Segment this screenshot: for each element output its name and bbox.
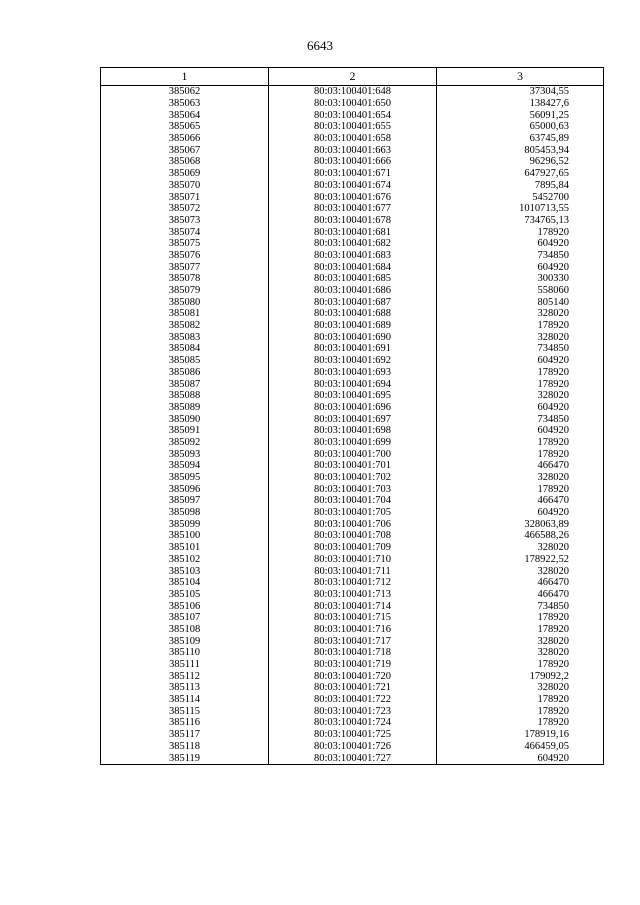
row-number-cell: 385092: [101, 437, 269, 449]
row-number-cell: 385103: [101, 565, 269, 577]
cadastral-number-cell: 80:03:100401:677: [269, 203, 437, 215]
value-cell: 734850: [437, 600, 604, 612]
value-cell: 178920: [437, 705, 604, 717]
row-number-cell: 385083: [101, 331, 269, 343]
row-number-cell: 385102: [101, 554, 269, 566]
row-number-cell: 385108: [101, 624, 269, 636]
value-cell: 1010713,55: [437, 203, 604, 215]
row-number-cell: 385068: [101, 156, 269, 168]
row-number-cell: 385063: [101, 98, 269, 110]
value-cell: 805453,94: [437, 144, 604, 156]
value-cell: 466470: [437, 495, 604, 507]
cadastral-number-cell: 80:03:100401:666: [269, 156, 437, 168]
row-number-cell: 385070: [101, 180, 269, 192]
row-number-cell: 385080: [101, 296, 269, 308]
cadastral-number-cell: 80:03:100401:704: [269, 495, 437, 507]
row-number-cell: 385114: [101, 694, 269, 706]
table-row: [101, 191, 604, 203]
table-row: [101, 694, 604, 706]
value-cell: 328020: [437, 647, 604, 659]
value-cell: 466470: [437, 460, 604, 472]
row-number-cell: 385104: [101, 577, 269, 589]
table-row: [101, 402, 604, 414]
row-number-cell: 385088: [101, 390, 269, 402]
table-row: [101, 705, 604, 717]
table-row: [101, 752, 604, 764]
cadastral-number-cell: 80:03:100401:658: [269, 133, 437, 145]
cadastral-number-cell: 80:03:100401:678: [269, 215, 437, 227]
row-number-cell: 385115: [101, 705, 269, 717]
cadastral-number-cell: 80:03:100401:686: [269, 285, 437, 297]
table-row: [101, 331, 604, 343]
table-row: [101, 437, 604, 449]
cadastral-number-cell: 80:03:100401:713: [269, 589, 437, 601]
cadastral-number-cell: 80:03:100401:705: [269, 507, 437, 519]
value-cell: 466470: [437, 577, 604, 589]
table-row: [101, 577, 604, 589]
table-row: [101, 600, 604, 612]
value-cell: 179092,2: [437, 670, 604, 682]
cadastral-number-cell: 80:03:100401:693: [269, 367, 437, 379]
table-row: [101, 320, 604, 332]
row-number-cell: 385074: [101, 226, 269, 238]
table-row: [101, 530, 604, 542]
row-number-cell: 385112: [101, 670, 269, 682]
cadastral-number-cell: 80:03:100401:654: [269, 109, 437, 121]
cadastral-number-cell: 80:03:100401:695: [269, 390, 437, 402]
cadastral-number-cell: 80:03:100401:721: [269, 682, 437, 694]
row-number-cell: 385082: [101, 320, 269, 332]
table-row: [101, 296, 604, 308]
row-number-cell: 385075: [101, 238, 269, 250]
cadastral-number-cell: 80:03:100401:699: [269, 437, 437, 449]
row-number-cell: 385109: [101, 635, 269, 647]
column-header-3: 3: [437, 68, 604, 86]
table-row: [101, 542, 604, 554]
cadastral-number-cell: 80:03:100401:708: [269, 530, 437, 542]
table-row: [101, 133, 604, 145]
value-cell: 328020: [437, 542, 604, 554]
cadastral-number-cell: 80:03:100401:719: [269, 659, 437, 671]
row-number-cell: 385098: [101, 507, 269, 519]
row-number-cell: 385100: [101, 530, 269, 542]
cadastral-number-cell: 80:03:100401:663: [269, 144, 437, 156]
table-row: [101, 425, 604, 437]
cadastral-number-cell: 80:03:100401:648: [269, 86, 437, 98]
cadastral-number-cell: 80:03:100401:716: [269, 624, 437, 636]
cadastral-number-cell: 80:03:100401:655: [269, 121, 437, 133]
cadastral-number-cell: 80:03:100401:697: [269, 413, 437, 425]
row-number-cell: 385110: [101, 647, 269, 659]
cadastral-number-cell: 80:03:100401:676: [269, 191, 437, 203]
value-cell: 178920: [437, 483, 604, 495]
row-number-cell: 385067: [101, 144, 269, 156]
cadastral-number-cell: 80:03:100401:687: [269, 296, 437, 308]
value-cell: 5452700: [437, 191, 604, 203]
cadastral-number-cell: 80:03:100401:688: [269, 308, 437, 320]
value-cell: 178920: [437, 226, 604, 238]
value-cell: 734850: [437, 413, 604, 425]
cadastral-number-cell: 80:03:100401:690: [269, 331, 437, 343]
cadastral-number-cell: 80:03:100401:711: [269, 565, 437, 577]
column-header-1: 1: [101, 68, 269, 86]
row-number-cell: 385065: [101, 121, 269, 133]
table-row: [101, 109, 604, 121]
value-cell: 466588,26: [437, 530, 604, 542]
row-number-cell: 385097: [101, 495, 269, 507]
table-row: [101, 121, 604, 133]
cadastral-number-cell: 80:03:100401:691: [269, 343, 437, 355]
cadastral-number-cell: 80:03:100401:712: [269, 577, 437, 589]
value-cell: 328020: [437, 565, 604, 577]
table-row: [101, 180, 604, 192]
row-number-cell: 385086: [101, 367, 269, 379]
row-number-cell: 385095: [101, 472, 269, 484]
row-number-cell: 385119: [101, 752, 269, 764]
cadastral-number-cell: 80:03:100401:724: [269, 717, 437, 729]
table-row: [101, 554, 604, 566]
value-cell: 604920: [437, 402, 604, 414]
table-row: [101, 215, 604, 227]
cadastral-number-cell: 80:03:100401:692: [269, 355, 437, 367]
cadastral-number-cell: 80:03:100401:694: [269, 378, 437, 390]
value-cell: 96296,52: [437, 156, 604, 168]
row-number-cell: 385101: [101, 542, 269, 554]
row-number-cell: 385089: [101, 402, 269, 414]
row-number-cell: 385094: [101, 460, 269, 472]
table-row: [101, 507, 604, 519]
cadastral-number-cell: 80:03:100401:726: [269, 741, 437, 753]
cadastral-number-cell: 80:03:100401:681: [269, 226, 437, 238]
row-number-cell: 385113: [101, 682, 269, 694]
value-cell: 178920: [437, 612, 604, 624]
row-number-cell: 385111: [101, 659, 269, 671]
table-row: [101, 203, 604, 215]
cadastral-number-cell: 80:03:100401:698: [269, 425, 437, 437]
value-cell: 178919,16: [437, 729, 604, 741]
row-number-cell: 385079: [101, 285, 269, 297]
table-row: [101, 483, 604, 495]
row-number-cell: 385077: [101, 261, 269, 273]
cadastral-number-cell: 80:03:100401:682: [269, 238, 437, 250]
value-cell: 178920: [437, 717, 604, 729]
value-cell: 328020: [437, 682, 604, 694]
cadastral-number-cell: 80:03:100401:684: [269, 261, 437, 273]
row-number-cell: 385071: [101, 191, 269, 203]
table-row: [101, 448, 604, 460]
row-number-cell: 385078: [101, 273, 269, 285]
value-cell: 734765,13: [437, 215, 604, 227]
value-cell: 604920: [437, 355, 604, 367]
row-number-cell: 385069: [101, 168, 269, 180]
row-number-cell: 385072: [101, 203, 269, 215]
row-number-cell: 385066: [101, 133, 269, 145]
registry-table: [100, 67, 604, 765]
row-number-cell: 385087: [101, 378, 269, 390]
value-cell: 178922,52: [437, 554, 604, 566]
row-number-cell: 385116: [101, 717, 269, 729]
row-number-cell: 385099: [101, 518, 269, 530]
table-row: [101, 226, 604, 238]
row-number-cell: 385091: [101, 425, 269, 437]
value-cell: 604920: [437, 261, 604, 273]
table-row: [101, 717, 604, 729]
row-number-cell: 385117: [101, 729, 269, 741]
table-row: [101, 565, 604, 577]
table-row: [101, 647, 604, 659]
cadastral-number-cell: 80:03:100401:723: [269, 705, 437, 717]
cadastral-number-cell: 80:03:100401:710: [269, 554, 437, 566]
value-cell: 734850: [437, 250, 604, 262]
cadastral-number-cell: 80:03:100401:715: [269, 612, 437, 624]
value-cell: 734850: [437, 343, 604, 355]
table-header: [101, 68, 604, 86]
row-number-cell: 385064: [101, 109, 269, 121]
table-row: [101, 86, 604, 98]
table-row: [101, 367, 604, 379]
row-number-cell: 385084: [101, 343, 269, 355]
row-number-cell: 385107: [101, 612, 269, 624]
cadastral-number-cell: 80:03:100401:650: [269, 98, 437, 110]
row-number-cell: 385096: [101, 483, 269, 495]
table-row: [101, 378, 604, 390]
table-row: [101, 355, 604, 367]
row-number-cell: 385090: [101, 413, 269, 425]
table-row: [101, 472, 604, 484]
cadastral-number-cell: 80:03:100401:702: [269, 472, 437, 484]
cadastral-number-cell: 80:03:100401:696: [269, 402, 437, 414]
table-row: [101, 238, 604, 250]
value-cell: 7895,84: [437, 180, 604, 192]
table-row: [101, 413, 604, 425]
table-row: [101, 612, 604, 624]
table-row: [101, 460, 604, 472]
value-cell: 647927,65: [437, 168, 604, 180]
row-number-cell: 385062: [101, 86, 269, 98]
table-row: [101, 285, 604, 297]
value-cell: 328020: [437, 308, 604, 320]
cadastral-number-cell: 80:03:100401:685: [269, 273, 437, 285]
row-number-cell: 385076: [101, 250, 269, 262]
value-cell: 604920: [437, 752, 604, 764]
cadastral-number-cell: 80:03:100401:727: [269, 752, 437, 764]
cadastral-number-cell: 80:03:100401:718: [269, 647, 437, 659]
value-cell: 178920: [437, 437, 604, 449]
table-row: [101, 308, 604, 320]
table-row: [101, 156, 604, 168]
column-header-2: 2: [269, 68, 437, 86]
value-cell: 300330: [437, 273, 604, 285]
table-row: [101, 659, 604, 671]
table-row: [101, 741, 604, 753]
value-cell: 63745,89: [437, 133, 604, 145]
table-row: [101, 682, 604, 694]
value-cell: 466459,05: [437, 741, 604, 753]
value-cell: 328020: [437, 472, 604, 484]
cadastral-number-cell: 80:03:100401:720: [269, 670, 437, 682]
value-cell: 466470: [437, 589, 604, 601]
row-number-cell: 385106: [101, 600, 269, 612]
row-number-cell: 385085: [101, 355, 269, 367]
table-row: [101, 729, 604, 741]
value-cell: 328063,89: [437, 518, 604, 530]
cadastral-number-cell: 80:03:100401:689: [269, 320, 437, 332]
value-cell: 328020: [437, 331, 604, 343]
value-cell: 178920: [437, 624, 604, 636]
cadastral-number-cell: 80:03:100401:703: [269, 483, 437, 495]
value-cell: 604920: [437, 425, 604, 437]
value-cell: 178920: [437, 694, 604, 706]
value-cell: 56091,25: [437, 109, 604, 121]
value-cell: 328020: [437, 390, 604, 402]
table-row: [101, 144, 604, 156]
table-row: [101, 624, 604, 636]
cadastral-number-cell: 80:03:100401:671: [269, 168, 437, 180]
row-number-cell: 385081: [101, 308, 269, 320]
table-row: [101, 250, 604, 262]
row-number-cell: 385118: [101, 741, 269, 753]
page-number: 6643: [307, 38, 333, 53]
table-row: [101, 273, 604, 285]
value-cell: 604920: [437, 238, 604, 250]
cadastral-number-cell: 80:03:100401:709: [269, 542, 437, 554]
table-row: [101, 518, 604, 530]
cadastral-number-cell: 80:03:100401:701: [269, 460, 437, 472]
cadastral-number-cell: 80:03:100401:717: [269, 635, 437, 647]
cadastral-number-cell: 80:03:100401:722: [269, 694, 437, 706]
value-cell: 604920: [437, 507, 604, 519]
value-cell: 558060: [437, 285, 604, 297]
cadastral-number-cell: 80:03:100401:706: [269, 518, 437, 530]
table-row: [101, 635, 604, 647]
table-body: [101, 86, 604, 765]
value-cell: 65000,63: [437, 121, 604, 133]
value-cell: 37304,55: [437, 86, 604, 98]
table-row: [101, 589, 604, 601]
cadastral-number-cell: 80:03:100401:674: [269, 180, 437, 192]
value-cell: 138427,6: [437, 98, 604, 110]
table-row: [101, 390, 604, 402]
value-cell: 178920: [437, 367, 604, 379]
table-row: [101, 670, 604, 682]
value-cell: 805140: [437, 296, 604, 308]
table-row: [101, 261, 604, 273]
cadastral-number-cell: 80:03:100401:700: [269, 448, 437, 460]
header-row: [101, 68, 604, 86]
cadastral-number-cell: 80:03:100401:714: [269, 600, 437, 612]
cadastral-number-cell: 80:03:100401:725: [269, 729, 437, 741]
row-number-cell: 385105: [101, 589, 269, 601]
table-row: [101, 168, 604, 180]
value-cell: 178920: [437, 659, 604, 671]
cadastral-number-cell: 80:03:100401:683: [269, 250, 437, 262]
table-row: [101, 495, 604, 507]
value-cell: 178920: [437, 320, 604, 332]
table-row: [101, 98, 604, 110]
row-number-cell: 385093: [101, 448, 269, 460]
table-row: [101, 343, 604, 355]
value-cell: 328020: [437, 635, 604, 647]
value-cell: 178920: [437, 378, 604, 390]
value-cell: 178920: [437, 448, 604, 460]
row-number-cell: 385073: [101, 215, 269, 227]
